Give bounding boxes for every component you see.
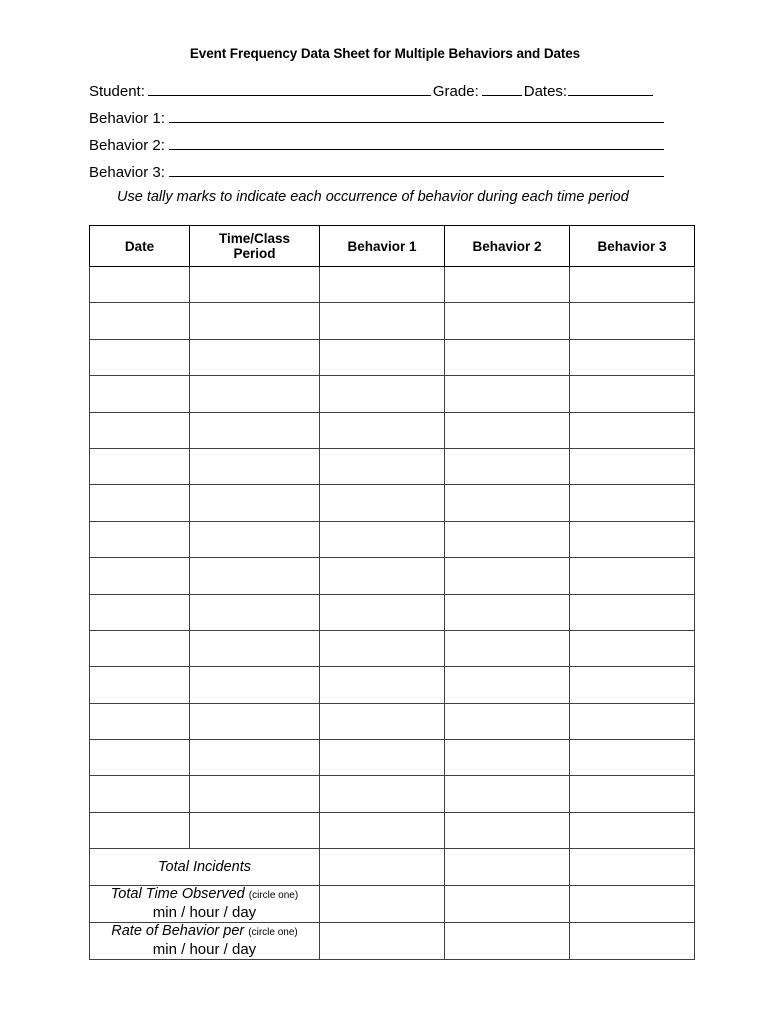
behavior-3-label: Behavior 3:: [89, 164, 165, 181]
total-incidents-cell-behavior-3[interactable]: [570, 849, 695, 886]
table-row: [90, 267, 695, 303]
table-row: [90, 630, 695, 666]
page-title: Event Frequency Data Sheet for Multiple Behaviors and Dates: [189, 46, 581, 61]
cell-date[interactable]: [90, 267, 190, 303]
total-time-observed-label: [90, 886, 320, 923]
cell-behavior-1[interactable]: [320, 485, 445, 521]
form-fields: [89, 80, 689, 188]
cell-time-class-period[interactable]: [190, 485, 320, 521]
table-row: [90, 776, 695, 812]
cell-date[interactable]: [90, 594, 190, 630]
cell-behavior-2[interactable]: [445, 740, 570, 776]
behavior-3-input-line[interactable]: [169, 161, 664, 177]
behavior-2-input-line[interactable]: [169, 134, 664, 150]
total-incidents-label: Total Incidents: [90, 849, 320, 886]
total-incidents-cell-behavior-1[interactable]: [320, 849, 445, 886]
cell-time-class-period[interactable]: [190, 703, 320, 739]
cell-date[interactable]: [90, 630, 190, 666]
total-time-cell-behavior-3[interactable]: [570, 886, 695, 923]
cell-behavior-3[interactable]: [570, 558, 695, 594]
cell-behavior-2[interactable]: [445, 558, 570, 594]
column-header-time-class-period: [190, 226, 320, 267]
cell-date[interactable]: [90, 776, 190, 812]
table-header-row: [90, 226, 695, 267]
table-row: [90, 376, 695, 412]
rate-of-behavior-label: [90, 923, 320, 960]
field-row-behavior-2: [89, 134, 689, 161]
cell-behavior-3[interactable]: [570, 448, 695, 484]
total-time-observed-units[interactable]: min / hour / day: [152, 904, 257, 922]
cell-time-class-period[interactable]: [190, 521, 320, 557]
cell-time-class-period[interactable]: [190, 594, 320, 630]
table-row-total-time-observed: [90, 886, 695, 923]
table-row: [90, 303, 695, 339]
total-incidents-cell-behavior-2[interactable]: [445, 849, 570, 886]
cell-behavior-2[interactable]: [445, 776, 570, 812]
cell-time-class-period[interactable]: [190, 558, 320, 594]
field-row-behavior-1: [89, 107, 689, 134]
rate-of-behavior-units[interactable]: min / hour / day: [152, 941, 257, 959]
cell-time-class-period[interactable]: [190, 448, 320, 484]
column-header-behavior-2: Behavior 2: [445, 226, 570, 267]
student-input-line[interactable]: [148, 80, 431, 96]
cell-behavior-1[interactable]: [320, 667, 445, 703]
cell-behavior-3[interactable]: [570, 267, 695, 303]
cell-behavior-1[interactable]: [320, 267, 445, 303]
cell-behavior-3[interactable]: [570, 740, 695, 776]
cell-behavior-3[interactable]: [570, 630, 695, 666]
cell-behavior-3[interactable]: [570, 376, 695, 412]
field-row-behavior-3: [89, 161, 689, 188]
cell-date[interactable]: [90, 740, 190, 776]
rate-of-behavior-text: Rate of Behavior per: [111, 923, 245, 940]
cell-behavior-3[interactable]: [570, 339, 695, 375]
dates-input-line[interactable]: [568, 80, 653, 96]
student-label: Student:: [89, 83, 145, 100]
rate-cell-behavior-1[interactable]: [320, 923, 445, 960]
cell-time-class-period[interactable]: [190, 740, 320, 776]
rate-cell-behavior-3[interactable]: [570, 923, 695, 960]
cell-behavior-2[interactable]: [445, 339, 570, 375]
column-header-time-line1: Time/Class: [218, 231, 291, 246]
table-row-rate-of-behavior: [90, 923, 695, 960]
table-row: [90, 412, 695, 448]
table-row: [90, 521, 695, 557]
grade-input-line[interactable]: [482, 80, 522, 96]
rate-cell-behavior-2[interactable]: [445, 923, 570, 960]
cell-behavior-3[interactable]: [570, 594, 695, 630]
table-row-total-incidents: [90, 849, 695, 886]
cell-time-class-period[interactable]: [190, 303, 320, 339]
table-row: [90, 558, 695, 594]
table-row: [90, 594, 695, 630]
rate-of-behavior-note: (circle one): [248, 927, 298, 939]
cell-date[interactable]: [90, 812, 190, 848]
cell-date[interactable]: [90, 485, 190, 521]
cell-date[interactable]: [90, 558, 190, 594]
cell-behavior-2[interactable]: [445, 376, 570, 412]
instruction-text: Use tally marks to indicate each occurrence of behavior during each time period: [117, 189, 629, 205]
table-header: [90, 226, 695, 267]
table-row: [90, 485, 695, 521]
table-row: [90, 740, 695, 776]
cell-behavior-2[interactable]: [445, 448, 570, 484]
behavior-1-input-line[interactable]: [169, 107, 664, 123]
cell-time-class-period[interactable]: [190, 339, 320, 375]
cell-time-class-period[interactable]: [190, 412, 320, 448]
cell-time-class-period[interactable]: [190, 376, 320, 412]
cell-behavior-1[interactable]: [320, 594, 445, 630]
cell-time-class-period[interactable]: [190, 812, 320, 848]
cell-behavior-1[interactable]: [320, 776, 445, 812]
cell-behavior-1[interactable]: [320, 376, 445, 412]
total-time-observed-text: Total Time Observed: [110, 886, 245, 903]
cell-behavior-1[interactable]: [320, 630, 445, 666]
column-header-date: Date: [90, 226, 190, 267]
cell-behavior-2[interactable]: [445, 303, 570, 339]
cell-behavior-1[interactable]: [320, 448, 445, 484]
cell-behavior-2[interactable]: [445, 667, 570, 703]
cell-behavior-3[interactable]: [570, 703, 695, 739]
cell-behavior-2[interactable]: [445, 703, 570, 739]
field-row-student-grade-dates: [89, 80, 689, 107]
cell-behavior-2[interactable]: [445, 812, 570, 848]
cell-date[interactable]: [90, 521, 190, 557]
cell-date[interactable]: [90, 667, 190, 703]
cell-behavior-3[interactable]: [570, 667, 695, 703]
cell-date[interactable]: [90, 703, 190, 739]
cell-behavior-3[interactable]: [570, 303, 695, 339]
cell-behavior-3[interactable]: [570, 776, 695, 812]
cell-behavior-1[interactable]: [320, 740, 445, 776]
cell-time-class-period[interactable]: [190, 667, 320, 703]
cell-behavior-1[interactable]: [320, 558, 445, 594]
cell-behavior-1[interactable]: [320, 303, 445, 339]
cell-time-class-period[interactable]: [190, 776, 320, 812]
table-body: [90, 267, 695, 960]
cell-date[interactable]: [90, 376, 190, 412]
table-row: [90, 812, 695, 848]
column-header-behavior-1: Behavior 1: [320, 226, 445, 267]
cell-behavior-3[interactable]: [570, 521, 695, 557]
cell-behavior-1[interactable]: [320, 339, 445, 375]
cell-behavior-2[interactable]: [445, 630, 570, 666]
table-row: [90, 448, 695, 484]
cell-behavior-1[interactable]: [320, 521, 445, 557]
cell-behavior-2[interactable]: [445, 267, 570, 303]
behavior-1-label: Behavior 1:: [89, 110, 165, 127]
dates-label: Dates:: [523, 83, 568, 100]
cell-time-class-period[interactable]: [190, 267, 320, 303]
total-time-cell-behavior-1[interactable]: [320, 886, 445, 923]
cell-behavior-1[interactable]: [320, 812, 445, 848]
cell-time-class-period[interactable]: [190, 630, 320, 666]
behavior-2-label: Behavior 2:: [89, 137, 165, 154]
total-time-cell-behavior-2[interactable]: [445, 886, 570, 923]
cell-date[interactable]: [90, 303, 190, 339]
cell-behavior-3[interactable]: [570, 412, 695, 448]
cell-behavior-2[interactable]: [445, 485, 570, 521]
cell-behavior-1[interactable]: [320, 703, 445, 739]
cell-behavior-2[interactable]: [445, 412, 570, 448]
grade-label: Grade:: [432, 83, 479, 100]
cell-behavior-2[interactable]: [445, 594, 570, 630]
cell-date[interactable]: [90, 448, 190, 484]
column-header-time-line2: Period: [233, 246, 276, 261]
cell-date[interactable]: [90, 412, 190, 448]
column-header-behavior-3: Behavior 3: [570, 226, 695, 267]
cell-behavior-3[interactable]: [570, 485, 695, 521]
total-time-observed-note: (circle one): [248, 890, 299, 902]
table-row: [90, 703, 695, 739]
cell-date[interactable]: [90, 339, 190, 375]
table-row: [90, 339, 695, 375]
cell-behavior-2[interactable]: [445, 521, 570, 557]
event-frequency-table: [89, 225, 695, 960]
cell-behavior-3[interactable]: [570, 812, 695, 848]
table-row: [90, 667, 695, 703]
cell-behavior-1[interactable]: [320, 412, 445, 448]
